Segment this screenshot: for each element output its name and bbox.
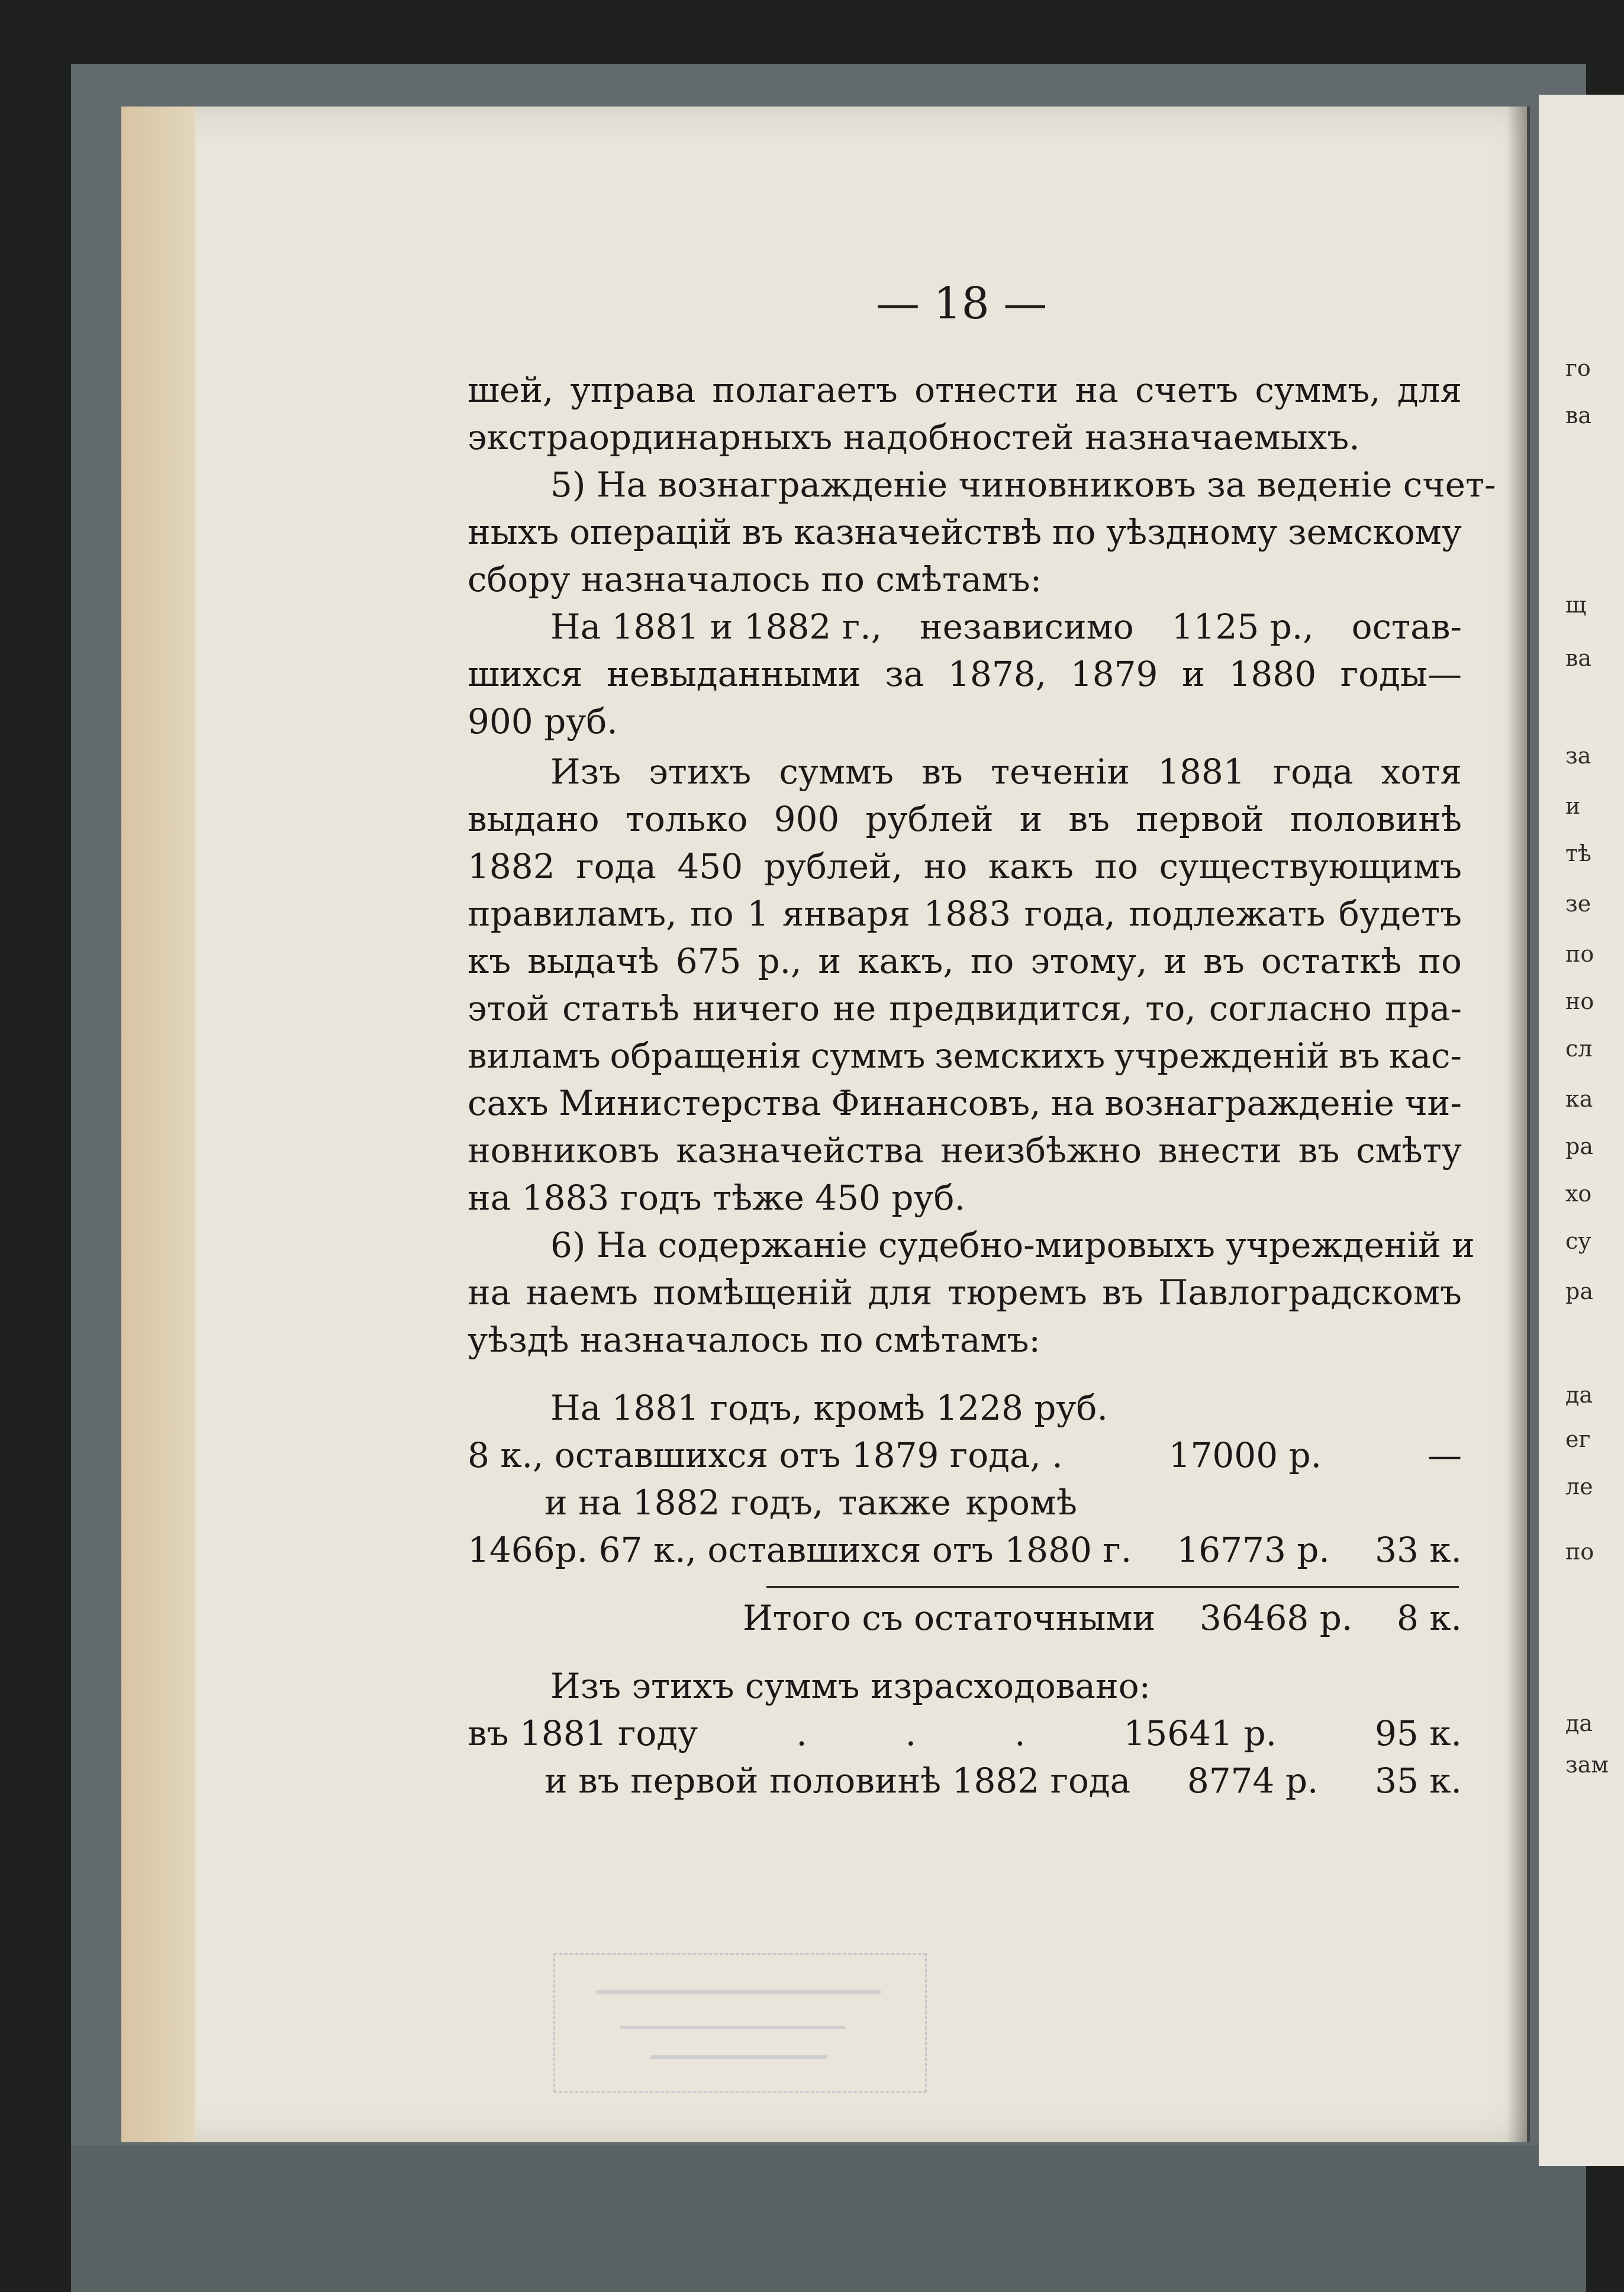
- text-fragment: въ 1881 году: [468, 1713, 698, 1753]
- right-page-fragment: сл: [1565, 1036, 1593, 1062]
- text-line: [468, 941, 1462, 981]
- text-fragment: кас-: [1389, 1036, 1462, 1076]
- text-line: [468, 988, 1462, 1029]
- text-line: [468, 1272, 1462, 1313]
- text-fragment: этому,: [1030, 941, 1148, 981]
- text-fragment: рублей,: [763, 846, 903, 887]
- text-line: [468, 894, 1462, 934]
- text-fragment: казначействѣ: [794, 512, 1042, 552]
- text-fragment: .: [1014, 1713, 1026, 1753]
- text-fragment: полагаетъ: [712, 370, 898, 410]
- text-fragment: шихся: [468, 654, 583, 694]
- text-fragment: независимо: [920, 607, 1134, 647]
- text-fragment: .: [796, 1713, 807, 1753]
- text-line: [468, 701, 645, 742]
- library-stamp: [553, 1953, 927, 2093]
- text-line: [544, 1482, 1077, 1523]
- text-fragment: половинѣ: [1290, 799, 1462, 839]
- text-fragment: то,: [1145, 988, 1196, 1029]
- text-fragment: 1882: [468, 846, 555, 887]
- text-fragment: На 1881 и 1882 г.,: [550, 607, 882, 647]
- text-fragment: 15641 р.: [1123, 1713, 1277, 1753]
- right-page-fragment: тѣ: [1565, 840, 1591, 866]
- text-fragment: ныхъ: [468, 512, 559, 552]
- text-line: [468, 799, 1462, 839]
- spine-shadow: [1506, 107, 1530, 2142]
- text-fragment: по: [1052, 512, 1096, 552]
- text-fragment: 36468 р.: [1199, 1598, 1353, 1638]
- right-page-fragment: но: [1565, 988, 1594, 1014]
- text-fragment: экстраординарныхъ надобностей назначаемыхъ.: [468, 417, 1360, 457]
- right-page-fragment: су: [1565, 1228, 1591, 1254]
- right-page-fragment: ра: [1565, 1278, 1593, 1304]
- text-fragment: подлежать: [1129, 894, 1326, 934]
- text-line: [468, 1130, 1462, 1171]
- text-fragment: шей,: [468, 370, 554, 410]
- text-fragment: правиламъ,: [468, 894, 677, 934]
- text-fragment: также: [838, 1482, 951, 1523]
- text-fragment: и: [1019, 799, 1043, 839]
- text-fragment: въ: [742, 512, 784, 552]
- right-page-fragment: ка: [1565, 1086, 1593, 1112]
- text-fragment: счетъ: [1135, 370, 1239, 410]
- text-fragment: земскихъ: [935, 1036, 1106, 1076]
- text-fragment: 6) На содержаніе судебно-мировыхъ учрежденій и: [550, 1225, 1475, 1265]
- text-fragment: операцій: [569, 512, 732, 552]
- text-fragment: отнести: [914, 370, 1059, 410]
- text-line: [468, 654, 1462, 694]
- text-line: [550, 752, 1462, 792]
- text-fragment: казначейства: [676, 1130, 924, 1171]
- text-line: [550, 1666, 1151, 1706]
- text-fragment: но: [923, 846, 968, 887]
- text-fragment: 1: [747, 894, 769, 934]
- text-fragment: 1879: [1070, 654, 1158, 694]
- text-line: [468, 1178, 1000, 1218]
- text-line: [550, 1388, 1142, 1428]
- text-fragment: уѣздному: [1106, 512, 1278, 552]
- text-fragment: статьѣ: [562, 988, 679, 1029]
- text-fragment: и въ первой половинѣ 1882 года: [544, 1761, 1131, 1801]
- text-fragment: внести: [1158, 1130, 1282, 1171]
- text-line: [550, 465, 1496, 505]
- text-fragment: предвидится,: [889, 988, 1133, 1029]
- text-fragment: .: [905, 1713, 917, 1753]
- text-fragment: какъ,: [858, 941, 954, 981]
- text-fragment: годы—: [1340, 654, 1462, 694]
- text-fragment: и: [1164, 941, 1187, 981]
- text-line: [468, 1435, 1462, 1475]
- text-line: [468, 1530, 1462, 1570]
- text-fragment: —: [1427, 1435, 1462, 1475]
- text-fragment: 1883: [923, 894, 1011, 934]
- text-line: [468, 1036, 1462, 1076]
- text-fragment: существующимъ: [1159, 846, 1462, 887]
- text-fragment: въ: [1068, 799, 1110, 839]
- text-fragment: по: [970, 941, 1014, 981]
- text-fragment: только: [625, 799, 748, 839]
- text-fragment: этой: [468, 988, 550, 1029]
- text-fragment: года,: [1024, 894, 1116, 934]
- text-fragment: для: [868, 1272, 933, 1313]
- text-fragment: смѣту: [1356, 1130, 1462, 1171]
- text-fragment: виламъ: [468, 1036, 601, 1076]
- text-fragment: 1466р. 67 к., оставшихся отъ 1880 г.: [468, 1530, 1132, 1570]
- text-line: [468, 1083, 1462, 1123]
- right-page-fragment: ра: [1565, 1133, 1593, 1159]
- text-fragment: наемъ: [526, 1272, 639, 1313]
- text-fragment: 8 к., оставшихся отъ 1879 года, .: [468, 1435, 1063, 1475]
- right-page-fragment: зе: [1565, 891, 1591, 917]
- text-fragment: Изъ этихъ суммъ израсходовано:: [550, 1666, 1151, 1706]
- text-fragment: въ: [921, 752, 963, 792]
- sum-rule: [766, 1586, 1459, 1588]
- text-fragment: 33 к.: [1375, 1530, 1462, 1570]
- right-page-fragment: ва: [1565, 402, 1592, 428]
- text-fragment: и: [1182, 654, 1205, 694]
- text-fragment: чи-: [1404, 1083, 1462, 1123]
- text-fragment: учрежденій: [1114, 1036, 1330, 1076]
- right-page-fragment: хо: [1565, 1181, 1592, 1207]
- book-cover-edge: [71, 2145, 1586, 2292]
- text-fragment: сбору назначалось по смѣтамъ:: [468, 559, 1042, 599]
- text-fragment: будетъ: [1338, 894, 1462, 934]
- text-fragment: неизбѣжно: [940, 1130, 1142, 1171]
- text-fragment: 450: [677, 846, 743, 887]
- text-fragment: 1125 р.,: [1171, 607, 1314, 647]
- right-page-fragment: по: [1565, 941, 1594, 967]
- text-line: [468, 512, 1462, 552]
- text-fragment: 675: [675, 941, 742, 981]
- text-fragment: остав-: [1351, 607, 1462, 647]
- text-line: [544, 1761, 1462, 1801]
- text-fragment: Павлоградскомъ: [1158, 1272, 1462, 1313]
- text-line: [743, 1598, 1462, 1638]
- right-page-fragment: ег: [1565, 1426, 1591, 1452]
- text-fragment: новниковъ: [468, 1130, 660, 1171]
- right-page-fragment: ле: [1565, 1474, 1593, 1500]
- text-fragment: обращенія: [610, 1036, 802, 1076]
- text-fragment: къ: [468, 941, 511, 981]
- text-line: [468, 846, 1462, 887]
- text-fragment: выдано: [468, 799, 600, 839]
- text-fragment: Финансовъ,: [831, 1083, 1041, 1123]
- text-fragment: хотя: [1381, 752, 1462, 792]
- text-fragment: р.,: [758, 941, 802, 981]
- text-fragment: пра-: [1384, 988, 1462, 1029]
- text-fragment: въ: [1203, 941, 1245, 981]
- right-page-fragment: зам: [1565, 1752, 1609, 1778]
- text-line: [550, 607, 1462, 647]
- text-fragment: 900: [774, 799, 840, 839]
- text-fragment: невыданными: [607, 654, 861, 694]
- text-fragment: 35 к.: [1375, 1761, 1462, 1801]
- text-fragment: помѣщеній: [653, 1272, 853, 1313]
- text-fragment: Итого съ остаточными: [743, 1598, 1156, 1638]
- page-gutter: [121, 107, 195, 2142]
- left-page: [121, 107, 1527, 2142]
- text-fragment: на: [468, 1272, 511, 1313]
- text-fragment: выдачѣ: [527, 941, 659, 981]
- text-fragment: года: [576, 846, 656, 887]
- text-fragment: 900 руб.: [468, 701, 618, 742]
- text-line: [468, 1320, 1059, 1360]
- text-fragment: суммъ: [779, 752, 894, 792]
- right-page-fragment: за: [1565, 743, 1591, 769]
- text-fragment: рублей: [865, 799, 994, 839]
- text-fragment: на 1883 годъ тѣже 450 руб.: [468, 1178, 965, 1218]
- text-fragment: 95 к.: [1375, 1713, 1462, 1753]
- text-fragment: 16773 р.: [1177, 1530, 1330, 1570]
- text-fragment: 17000 р.: [1168, 1435, 1322, 1475]
- text-fragment: какъ: [988, 846, 1074, 887]
- text-line: [468, 1713, 1462, 1753]
- right-page: [1539, 95, 1624, 2166]
- text-fragment: по: [1418, 941, 1462, 981]
- right-page-fragment: да: [1565, 1382, 1593, 1408]
- text-fragment: кромѣ: [965, 1482, 1077, 1523]
- text-fragment: на: [1075, 370, 1119, 410]
- text-fragment: ничего: [692, 988, 820, 1029]
- text-fragment: Министерства: [559, 1083, 821, 1123]
- right-page-fragment: и: [1565, 793, 1581, 819]
- right-page-fragment: щ: [1565, 592, 1587, 618]
- page-number: — 18 —: [876, 278, 1048, 329]
- text-fragment: 8774 р.: [1187, 1761, 1319, 1801]
- text-fragment: въ: [1102, 1272, 1143, 1313]
- text-fragment: первой: [1136, 799, 1264, 839]
- text-fragment: января: [782, 894, 910, 934]
- text-fragment: и: [818, 941, 842, 981]
- text-fragment: 8 к.: [1396, 1598, 1462, 1638]
- text-fragment: для: [1397, 370, 1462, 410]
- text-fragment: На 1881 годъ, кромѣ 1228 руб.: [550, 1388, 1108, 1428]
- text-fragment: суммъ: [810, 1036, 926, 1076]
- text-fragment: согласно: [1209, 988, 1372, 1029]
- text-line: [468, 370, 1462, 410]
- text-fragment: въ: [1338, 1036, 1380, 1076]
- text-fragment: Изъ: [550, 752, 621, 792]
- right-page-fragment: да: [1565, 1710, 1593, 1736]
- text-fragment: 1881: [1158, 752, 1245, 792]
- right-page-fragment: по: [1565, 1539, 1594, 1565]
- text-fragment: управа: [570, 370, 696, 410]
- right-page-fragment: ва: [1565, 645, 1592, 671]
- text-fragment: года: [1272, 752, 1354, 792]
- text-fragment: на: [1051, 1083, 1095, 1123]
- text-fragment: сахъ: [468, 1083, 549, 1123]
- text-fragment: въ: [1298, 1130, 1340, 1171]
- text-fragment: по: [1094, 846, 1139, 887]
- text-fragment: 5) На вознагражденіе чиновниковъ за веденіе счет-: [550, 465, 1496, 505]
- text-line: [468, 559, 1119, 599]
- text-fragment: тюремъ: [947, 1272, 1087, 1313]
- text-fragment: теченіи: [990, 752, 1130, 792]
- text-fragment: этихъ: [649, 752, 752, 792]
- right-page-fragment: го: [1565, 355, 1591, 381]
- text-fragment: 1878,: [948, 654, 1047, 694]
- text-line: [468, 417, 1379, 457]
- text-fragment: остаткѣ: [1261, 941, 1402, 981]
- text-fragment: земскому: [1287, 512, 1462, 552]
- text-fragment: за: [885, 654, 924, 694]
- text-fragment: суммъ,: [1255, 370, 1381, 410]
- text-fragment: по: [690, 894, 734, 934]
- text-fragment: вознагражденіе: [1104, 1083, 1394, 1123]
- text-fragment: не: [833, 988, 877, 1029]
- text-line: [550, 1225, 1475, 1265]
- text-fragment: уѣздѣ назначалось по смѣтамъ:: [468, 1320, 1040, 1360]
- text-fragment: и на 1882 годъ,: [544, 1482, 824, 1523]
- text-fragment: 1880: [1229, 654, 1317, 694]
